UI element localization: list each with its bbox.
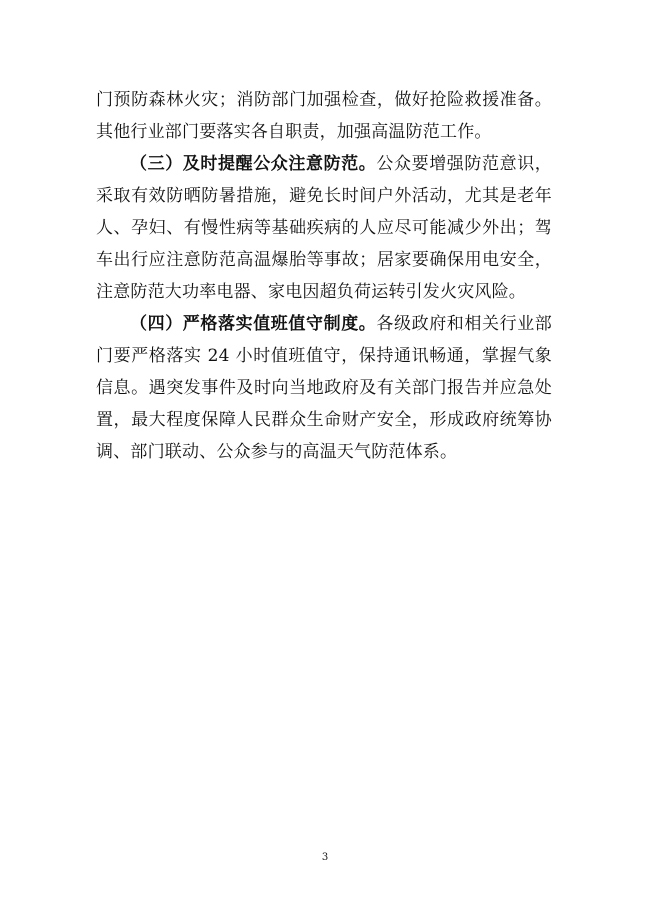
text-line	[96, 340, 552, 372]
text-line	[96, 116, 552, 148]
text-line	[96, 436, 552, 468]
document-body	[96, 84, 552, 468]
text-line	[96, 244, 552, 276]
paragraph-duty-system	[96, 308, 552, 468]
line-text: 置，最大程度保障人民群众生命财产安全，形成政府统筹协	[96, 410, 552, 430]
line-text: 注意防范大功率电器、家电因超负荷运转引发火灾风险。	[96, 282, 526, 302]
text-line	[96, 84, 552, 116]
section-heading: （四）严格落实值班值守制度。	[130, 314, 377, 334]
text-line	[96, 212, 552, 244]
line-text: 各级政府和相关行业部	[376, 314, 552, 334]
line-text: 门要严格落实 24 小时值班值守，保持通讯畅通，掌握气象	[96, 346, 552, 366]
paragraph-public-warning	[96, 148, 552, 308]
line-text: 门预防森林火灾；消防部门加强检查，做好抢险救援准备。	[96, 90, 552, 110]
text-line	[96, 404, 552, 436]
text-line	[96, 372, 552, 404]
text-line	[96, 180, 552, 212]
line-text: 车出行应注意防范高温爆胎等事故；居家要确保用电安全，	[96, 250, 552, 270]
page-number: 3	[321, 852, 329, 863]
line-text: 信息。遇突发事件及时向当地政府及有关部门报告并应急处	[96, 378, 552, 398]
section-heading: （三）及时提醒公众注意防范。	[130, 154, 377, 174]
text-line	[96, 148, 552, 180]
text-line	[96, 276, 552, 308]
paragraph-industry-duties	[96, 84, 552, 148]
text-line	[96, 308, 552, 340]
line-text: 调、部门联动、公众参与的高温天气防范体系。	[96, 442, 458, 462]
line-text: 人、孕妇、有慢性病等基础疾病的人应尽可能减少外出；驾	[96, 218, 552, 238]
line-text: 其他行业部门要落实各自职责，加强高温防范工作。	[96, 122, 492, 142]
line-text: 采取有效防晒防暑措施，避免长时间户外活动，尤其是老年	[96, 186, 552, 206]
line-text: 公众要增强防范意识，	[376, 154, 552, 174]
